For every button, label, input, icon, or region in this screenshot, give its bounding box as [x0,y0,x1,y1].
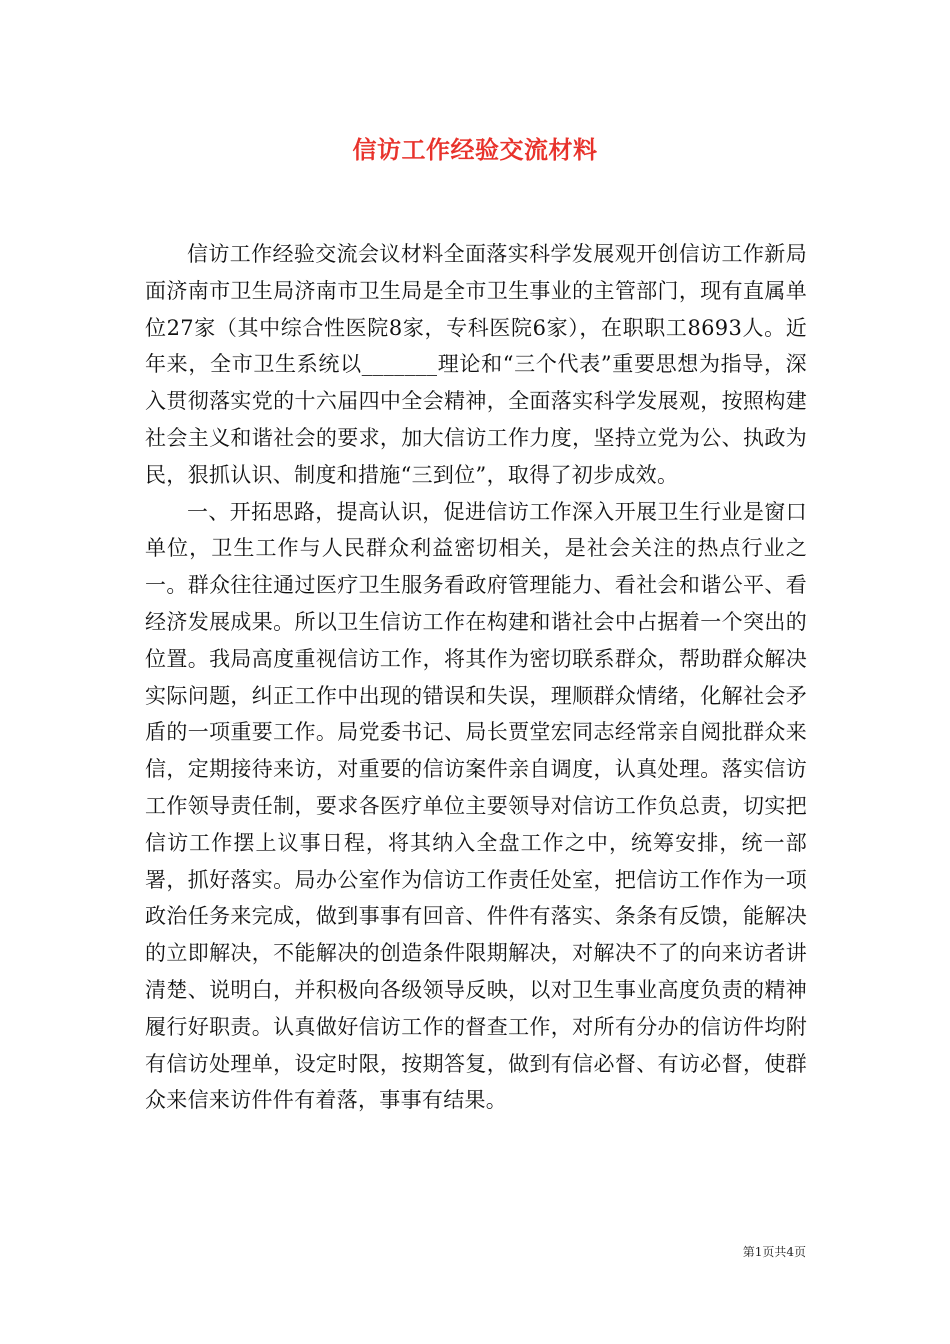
page-number: 第1页共4页 [742,1245,806,1259]
document-title: 信访工作经验交流材料 [352,135,598,164]
paragraph-section-one: 一、开拓思路，提高认识，促进信访工作深入开展卫生行业是窗口单位，卫生工作与人民群众利益密切相关，是社会关注的热点行业之一。群众往往通过医疗卫生服务看政府管理能力、看社会和谐公平、看经济发展成果。所以卫生信访工作在构建和谐社会中占据着一个突出的位置。我局高度重视信访工作，将其作为密切联系群众，帮助群众解决实际问题，纠正工作中出现的错误和失误，理顺群众情绪，化解社会矛盾的一项重要工作。局党委书记、局长贾堂宏同志经常亲自阅批群众来信，定期接待来访，对重要的信访案件亲自调度，认真处理。落实信访工作领导责任制，要求各医疗单位主要领导对信访工作负总责，切实把信访工作摆上议事日程，将其纳入全盘工作之中，统筹安排，统一部署，抓好落实。局办公室作为信访工作责任处室，把信访工作作为一项政治任务来完成，做到事事有回音、件件有落实、条条有反馈，能解决的立即解决，不能解决的创造条件限期解决，对解决不了的向来访者讲清楚、说明白，并积极向各级领导反映，以对卫生事业高度负责的精神履行好职责。认真做好信访工作的督查工作，对所有分办的信访件均附有信访处理单，设定时限，按期答复，做到有信必督、有访必督，使群众来信来访件件有着落，事事有结果。 [145,499,807,1113]
paragraph-intro: 信访工作经验交流会议材料全面落实科学发展观开创信访工作新局面济南市卫生局济南市卫生局是全市卫生事业的主管部门，现有直属单位27家（其中综合性医院8家，专科医院6家），在职职工8693人。近年来，全市卫生系统以_______理论和“三个代表”重要思想为指导，深入贯彻落实党的十六届四中全会精神，全面落实科学发展观，按照构建社会主义和谐社会的要求，加大信访工作力度，坚持立党为公、执政为民，狠抓认识、制度和措施“三到位”，取得了初步成效。 [145,242,807,487]
document-body [145,236,807,1119]
